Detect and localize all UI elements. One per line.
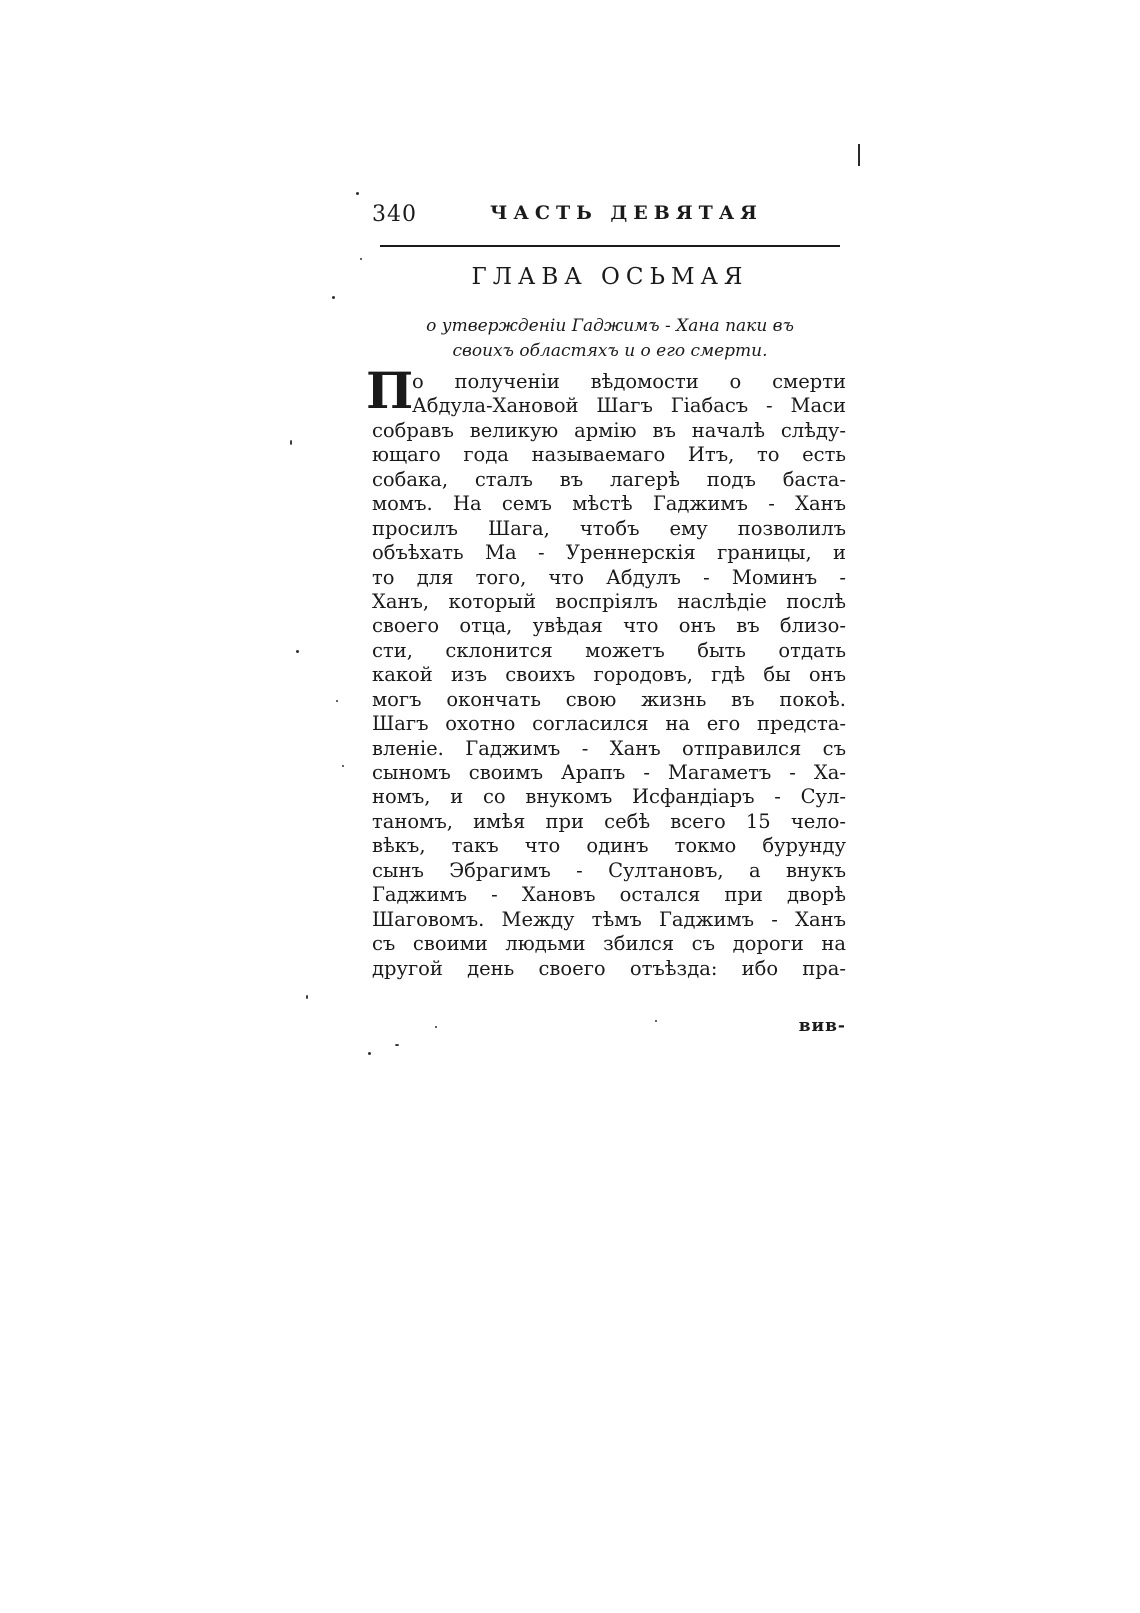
- first-line-text: о полученіи вѣдомости о смерти: [412, 370, 846, 393]
- drop-cap: П: [366, 361, 414, 420]
- text-line: ющаго года называемаго Итъ, то есть: [372, 443, 846, 467]
- text-line: Ханъ, который воспріялъ наслѣдіе послѣ: [372, 589, 846, 613]
- text-line: своего отца, увѣдая что онъ въ близо-: [372, 614, 846, 638]
- text-line: таномъ, имѣя при себѣ всего 15 чело-: [372, 809, 846, 833]
- text-line: объѣхать Ма - Уреннерскія границы, и: [372, 541, 846, 565]
- body-text: [366, 361, 846, 981]
- scan-speck: [336, 700, 338, 702]
- text-line: сынъ Эбрагимъ - Султановъ, а внукъ: [372, 858, 846, 882]
- text-line: собравъ великую армію въ началѣ слѣду-: [372, 418, 846, 442]
- text-line: Шагъ охотно согласился на его предста-: [372, 712, 846, 736]
- scan-speck: [360, 258, 362, 260]
- text-line: номъ, и со внукомъ Исфандіаръ - Сул-: [372, 785, 846, 809]
- chapter-title: ГЛАВА ОСЬМАЯ: [471, 264, 749, 290]
- part-title: ЧАСТЬ ДЕВЯТАЯ: [490, 202, 763, 224]
- scan-speck: [395, 1044, 399, 1046]
- scan-speck: [306, 995, 308, 999]
- scan-speck: [356, 192, 359, 195]
- page-edge-mark: [858, 144, 860, 166]
- text-line: могъ окончать свою жизнь въ покоѣ.: [372, 687, 846, 711]
- text-line: какой изъ своихъ городовъ, гдѣ бы онъ: [372, 663, 846, 687]
- text-line: сти, склонится можетъ быть отдать: [372, 638, 846, 662]
- catchword: вив-: [798, 1016, 846, 1036]
- scan-speck: [655, 1020, 657, 1022]
- text-line: съ своими людьми збился съ дороги на: [372, 932, 846, 956]
- scan-speck: [296, 650, 299, 653]
- text-line: вѣкъ, такъ что одинъ токмо бурунду: [372, 834, 846, 858]
- scan-speck: [342, 765, 344, 767]
- text-line: Шаговомъ. Между тѣмъ Гаджимъ - Ханъ: [372, 907, 846, 931]
- subtitle-line: о утвержденіи Гаджимъ - Хана паки въ: [426, 316, 794, 336]
- header-rule: [380, 245, 840, 247]
- text-line: просилъ Шага, чтобъ ему позволилъ: [372, 516, 846, 540]
- chapter-subtitle: [380, 314, 840, 364]
- scan-speck: [290, 440, 292, 445]
- subtitle-line: своихъ областяхъ и о его смерти.: [452, 341, 768, 361]
- scan-speck: [332, 296, 335, 299]
- scan-speck: [435, 1026, 437, 1028]
- text-line: собака, сталъ въ лагерѣ подъ баста-: [372, 467, 846, 491]
- text-line: сыномъ своимъ Арапъ - Магаметъ - Ха-: [372, 761, 846, 784]
- text-line: момъ. На семъ мѣстѣ Гаджимъ - Ханъ: [372, 492, 846, 516]
- text-line: другой день своего отъѣзда: ибо пра-: [372, 956, 846, 980]
- text-line: вленіе. Гаджимъ - Ханъ отправился съ: [372, 736, 846, 760]
- running-head: [372, 200, 842, 232]
- page-number: 340: [372, 202, 417, 227]
- text-line: Гаджимъ - Хановъ остался при дворѣ: [372, 883, 846, 907]
- text-line: Абдула-Хановой Шагъ Гіабасъ - Маси: [412, 394, 846, 418]
- scan-speck: [368, 1052, 371, 1055]
- text-line: то для того, что Абдулъ - Моминъ -: [372, 565, 846, 589]
